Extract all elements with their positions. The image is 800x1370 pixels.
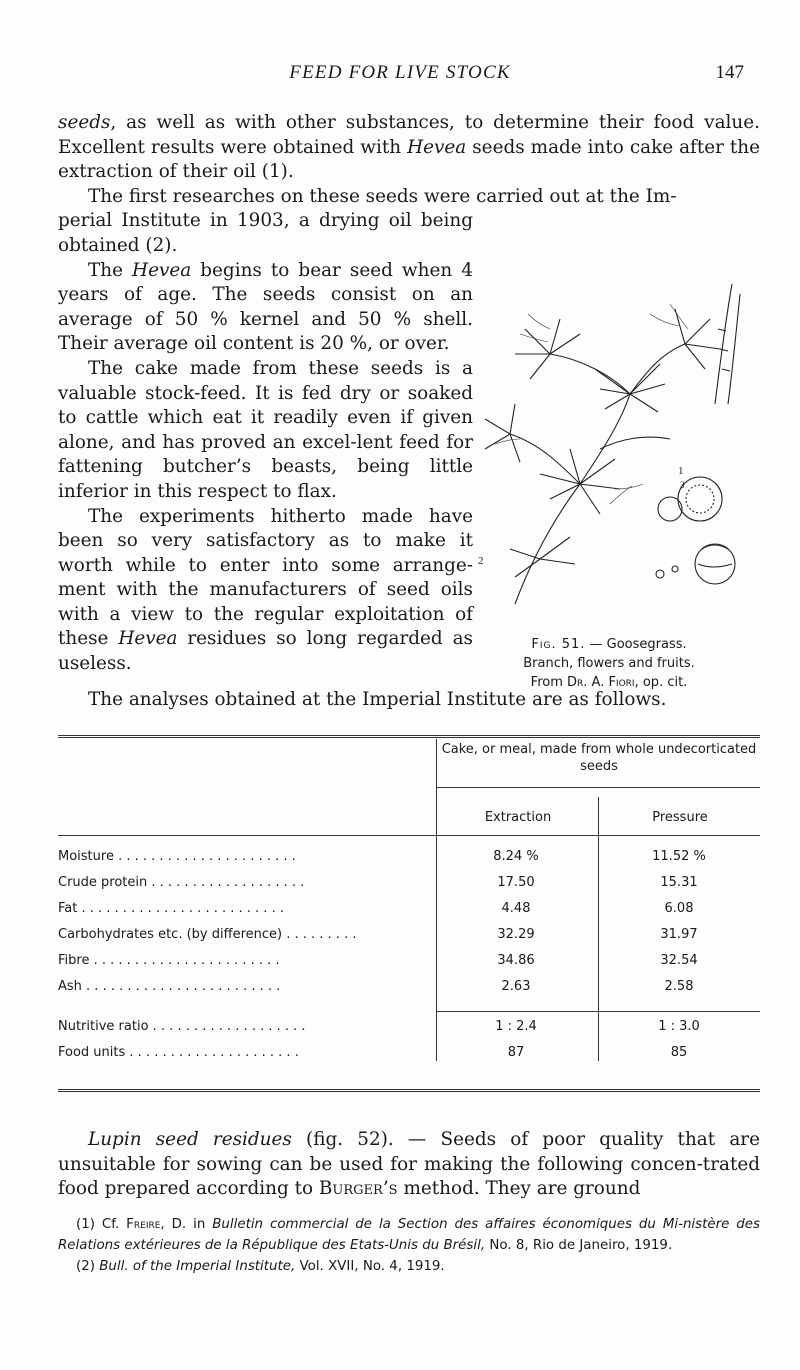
goosegrass-illustration: [470, 274, 750, 634]
page-number: 147: [715, 62, 744, 83]
table-group-header: Cake, or meal, made from whole undecorticated seeds: [441, 742, 757, 774]
footnotes: [58, 1214, 760, 1277]
table-subhead-rule: [436, 787, 760, 788]
figure-mark-3: 3: [680, 480, 685, 490]
paragraph-6: The analyses obtained at the Imperial Institute are as follows.: [88, 689, 667, 710]
caption-line-1: Fig. 51. — Goosegrass.: [531, 637, 687, 652]
lupin-paragraph: Lupin seed residues (fig. 52). — Seeds of poor quality that are unsuitable for sowing can be used for making the following concen-trated food prepared according to Burger’s method. They are ground: [58, 1129, 760, 1200]
figure-caption: [464, 635, 754, 692]
table-row: Ash . . . . . . . . . . . . . . . . . . . . . . . . 2.63 2.58: [58, 979, 694, 994]
page-header: [0, 62, 800, 92]
lupin-title: Lupin seed residues: [88, 1129, 292, 1150]
table-top-rule: [58, 735, 760, 738]
paragraph-1-lead: seeds: [58, 112, 111, 133]
table-row: Food units . . . . . . . . . . . . . . . . . . . . . 87 85: [58, 1045, 688, 1060]
table-col-extraction: Extraction: [484, 810, 552, 825]
table-row: Crude protein . . . . . . . . . . . . . . . . . . . 17.50 15.31: [58, 875, 698, 890]
running-title: FEED FOR LIVE STOCK: [289, 62, 511, 83]
table-row: Moisture . . . . . . . . . . . . . . . . . . . . . . 8.24 % 11.52 %: [58, 849, 706, 864]
table-col-pressure: Pressure: [652, 810, 708, 825]
footnote-1: (1) Cf. Freire, D. in Bulletin commercial de la Section des affaires économiques du Mi-nistère des Relations extérieures de la République des Etats-Unis du Brésil, No. 8, Rio de Janeiro, 1919.: [58, 1217, 760, 1253]
paragraph-1: seeds, as well as with other substances, to determine their food value. Excellent results were obtained with Hevea seeds made into cake after the extraction of their oil (1).: [58, 112, 760, 183]
table-row: Fibre . . . . . . . . . . . . . . . . . . . . . . . 34.86 32.54: [58, 953, 698, 968]
paragraph-5: The experiments hitherto made have been so very satisfactory as to make it worth while to enter into some arrange-ment with the manufacturers of seed oils with a view to the regular exploitation of these Hevea residues so long regarded as useless.: [58, 505, 473, 675]
table-row: Fat . . . . . . . . . . . . . . . . . . . . . . . . . 4.48 6.08: [58, 901, 694, 916]
caption-line-2: Branch, flowers and fruits.: [523, 656, 695, 671]
caption-line-3: From Dr. A. Fiori, op. cit.: [530, 675, 688, 690]
paragraph-3: The Hevea begins to bear seed when 4 years of age. The seeds consist on an average of 50 % kernel and 50 % shell. Their average oil content is 20 %, or over.: [58, 259, 473, 355]
footnote-2: (2) Bull. of the Imperial Institute, Vol. XVII, No. 4, 1919.: [76, 1259, 445, 1274]
table-mid-rule: [436, 1011, 760, 1012]
table-header-rule: [58, 835, 760, 836]
paragraph-4: The cake made from these seeds is a valuable stock-feed. It is fed dry or soaked to cattle which eat it readily even if given alone, and has proved an excel-lent feed for fattening butcher’s beasts, being little inferior in this respect to flax.: [58, 357, 473, 502]
paragraph-2-line1: The first researches on these seeds were carried out at the Im-: [88, 185, 677, 207]
table-row: Nutritive ratio . . . . . . . . . . . . . . . . . . . 1 : 2.4 1 : 3.0: [58, 1019, 700, 1034]
figure-51: [460, 274, 760, 664]
paragraph-2: perial Institute in 1903, a drying oil being obtained (2).: [58, 210, 473, 256]
table-row: Carbohydrates etc. (by difference) . . . . . . . . . 32.29 31.97: [58, 927, 698, 942]
wrapped-column: [58, 209, 473, 676]
figure-mark-1: 1: [678, 465, 684, 477]
figure-mark-2: 2: [478, 555, 484, 567]
table-bottom-rule: [58, 1089, 760, 1092]
